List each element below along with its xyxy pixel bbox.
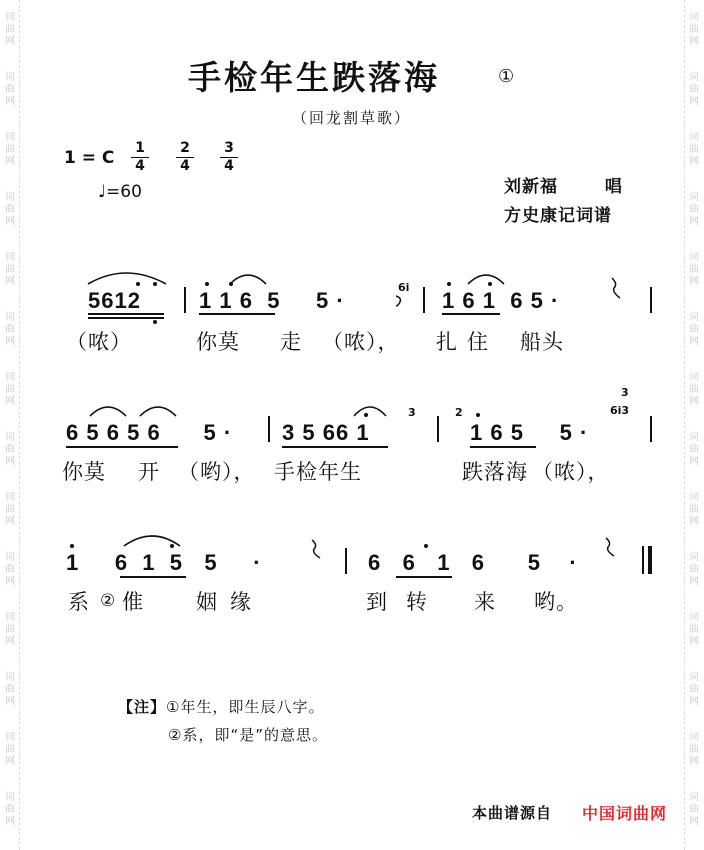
watermark-char: 网 xyxy=(5,456,15,467)
lyric-word: 开 xyxy=(138,460,160,484)
recorder-credit: 方史康记词谱 xyxy=(504,206,612,226)
watermark-char: 曲 xyxy=(689,324,699,335)
watermark-char: 网 xyxy=(5,636,15,647)
lyric-footnote-marker: ② xyxy=(100,591,116,611)
watermark-group xyxy=(2,372,18,420)
lyric-word: 倠 xyxy=(122,590,144,614)
beam-underline xyxy=(282,446,388,448)
watermark-group xyxy=(2,252,18,300)
watermark-char: 词 xyxy=(689,552,699,563)
watermark-char: 网 xyxy=(5,96,15,107)
watermark-char: 词 xyxy=(689,372,699,383)
watermark-char: 词 xyxy=(689,612,699,623)
watermark-char: 词 xyxy=(5,672,15,683)
watermark-char: 网 xyxy=(5,216,15,227)
singer-credit: 刘新福 唱 xyxy=(504,177,623,197)
notation-row-3: 1 6 1 5 5 · xyxy=(66,550,262,575)
watermark-char: 网 xyxy=(689,636,699,647)
final-barline-thin xyxy=(642,546,644,574)
watermark-char: 曲 xyxy=(5,264,15,275)
watermark-char: 词 xyxy=(5,72,15,83)
octave-dot xyxy=(476,413,480,417)
watermark-char: 网 xyxy=(689,756,699,767)
watermark-char: 词 xyxy=(5,792,15,803)
beam-underline xyxy=(199,313,275,315)
watermark-char: 曲 xyxy=(689,444,699,455)
left-watermark-strip xyxy=(2,0,18,850)
notation-row-2: 6 5 6 5 6 5 · xyxy=(66,420,233,445)
beam-underline xyxy=(120,576,186,578)
notation-row-1: 5612 xyxy=(88,288,141,313)
watermark-char: 网 xyxy=(5,36,15,47)
watermark-group xyxy=(686,552,702,600)
watermark-char: 网 xyxy=(689,576,699,587)
slur xyxy=(228,268,268,286)
octave-dot xyxy=(447,282,451,286)
watermark-char: 曲 xyxy=(689,144,699,155)
lyric-word: 缘 xyxy=(230,590,252,614)
watermark-char: 曲 xyxy=(5,324,15,335)
grace-note-row-1: 6i xyxy=(398,281,410,294)
glide-mark xyxy=(394,294,404,308)
watermark-char: 曲 xyxy=(5,204,15,215)
time-signature-3: $\frac{3}{4}$ xyxy=(220,140,238,175)
lyric-word: 跌落海 xyxy=(462,460,528,484)
subtitle: （回龙割草歌） xyxy=(292,109,412,127)
watermark-char: 词 xyxy=(5,732,15,743)
notation-row-1-bar3: 1 6 1 6 5 · xyxy=(442,288,560,313)
notation-row-2-bar2: 3 5 66 1 xyxy=(282,420,370,445)
watermark-group xyxy=(2,492,18,540)
beam-underline xyxy=(470,446,536,448)
watermark-group xyxy=(2,432,18,480)
title-footnote-marker: ① xyxy=(498,66,515,87)
lyric-word: 你莫 xyxy=(196,330,240,354)
lyric-word: （哝）， xyxy=(322,330,400,354)
title-text: 手检年生跌落海 xyxy=(188,58,440,97)
right-dashed-border xyxy=(684,0,685,850)
watermark-char: 曲 xyxy=(5,804,15,815)
watermark-char: 网 xyxy=(689,36,699,47)
watermark-char: 网 xyxy=(5,336,15,347)
slur xyxy=(352,400,388,418)
watermark-group xyxy=(686,672,702,720)
watermark-group xyxy=(686,432,702,480)
watermark-char: 词 xyxy=(689,312,699,323)
notation-row-2-bar3: 1 6 5 5 · xyxy=(470,420,589,445)
watermark-char: 曲 xyxy=(5,744,15,755)
lyrics-row-1: （哝） xyxy=(66,330,132,354)
watermark-char: 网 xyxy=(5,276,15,287)
source-site-link[interactable]: 中国词曲网 xyxy=(582,804,668,823)
slur xyxy=(88,400,128,418)
watermark-char: 词 xyxy=(5,12,15,23)
lyric-word: （哟）， xyxy=(178,460,256,484)
beam-underline xyxy=(88,317,164,319)
lyric-word: 走 xyxy=(280,330,302,354)
final-barline-thick xyxy=(648,546,652,574)
time-signature-1: $\frac{1}{4}$ xyxy=(131,140,149,175)
watermark-group xyxy=(2,612,18,660)
watermark-char: 曲 xyxy=(5,504,15,515)
watermark-char: 曲 xyxy=(689,204,699,215)
lyric-word: 来 xyxy=(474,590,496,614)
beam-underline xyxy=(442,313,500,315)
watermark-char: 词 xyxy=(689,72,699,83)
notation-row-1-bar2: 1 1 6 5 5 · xyxy=(199,288,345,313)
watermark-char: 词 xyxy=(689,732,699,743)
glide-mark xyxy=(604,536,616,558)
watermark-char: 网 xyxy=(689,276,699,287)
watermark-char: 词 xyxy=(689,672,699,683)
barline xyxy=(650,287,652,313)
barline xyxy=(184,287,186,313)
beam-underline xyxy=(396,576,452,578)
watermark-char: 网 xyxy=(5,516,15,527)
watermark-group xyxy=(686,132,702,180)
watermark-char: 网 xyxy=(5,816,15,827)
watermark-group xyxy=(2,732,18,780)
watermark-char: 曲 xyxy=(5,144,15,155)
watermark-char: 曲 xyxy=(689,684,699,695)
watermark-char: 曲 xyxy=(5,624,15,635)
grace-note: 3 xyxy=(621,386,629,399)
watermark-char: 曲 xyxy=(689,84,699,95)
lyric-word: 你莫 xyxy=(62,460,106,484)
notation-row-3-bar2: 6 6 1 6 5 · xyxy=(368,550,578,575)
time-signature-2: $\frac{2}{4}$ xyxy=(176,140,194,175)
lyric-word: 到 xyxy=(366,590,388,614)
watermark-char: 网 xyxy=(689,96,699,107)
slur xyxy=(86,266,168,286)
watermark-char: 曲 xyxy=(689,24,699,35)
footnote-line-2: ②系，即“是”的意思。 xyxy=(168,726,328,744)
glide-mark xyxy=(610,276,622,300)
watermark-char: 词 xyxy=(5,372,15,383)
watermark-group xyxy=(686,732,702,780)
slur xyxy=(466,268,506,286)
watermark-char: 网 xyxy=(5,156,15,167)
watermark-char: 词 xyxy=(5,312,15,323)
watermark-char: 词 xyxy=(5,552,15,563)
watermark-group xyxy=(686,12,702,60)
watermark-char: 词 xyxy=(689,792,699,803)
watermark-char: 曲 xyxy=(5,444,15,455)
watermark-group xyxy=(2,132,18,180)
watermark-char: 网 xyxy=(689,216,699,227)
watermark-group xyxy=(2,792,18,840)
watermark-char: 曲 xyxy=(689,504,699,515)
watermark-char: 词 xyxy=(689,12,699,23)
tempo-marking: ♩=60 xyxy=(98,182,142,202)
beam-underline xyxy=(88,313,164,315)
watermark-char: 曲 xyxy=(689,624,699,635)
watermark-char: 词 xyxy=(689,252,699,263)
watermark-char: 网 xyxy=(689,156,699,167)
grace-note: 2 xyxy=(455,406,463,419)
watermark-char: 词 xyxy=(5,192,15,203)
watermark-char: 曲 xyxy=(5,564,15,575)
watermark-group xyxy=(2,192,18,240)
lyric-word: 姻 xyxy=(196,590,218,614)
octave-dot xyxy=(70,544,74,548)
source-label: 本曲谱源自 xyxy=(472,804,553,822)
watermark-char: 词 xyxy=(5,432,15,443)
barline xyxy=(268,416,270,442)
watermark-char: 曲 xyxy=(5,684,15,695)
watermark-group xyxy=(686,252,702,300)
lyric-word: 船头 xyxy=(520,330,564,354)
grace-note: 6i3 xyxy=(610,404,630,417)
watermark-char: 网 xyxy=(689,396,699,407)
watermark-group xyxy=(686,192,702,240)
watermark-char: 词 xyxy=(5,612,15,623)
slur xyxy=(122,530,182,548)
barline xyxy=(437,416,439,442)
barline xyxy=(345,548,347,574)
watermark-char: 词 xyxy=(5,492,15,503)
watermark-char: 曲 xyxy=(689,264,699,275)
watermark-group xyxy=(686,372,702,420)
watermark-char: 曲 xyxy=(689,744,699,755)
page-title xyxy=(188,52,440,99)
watermark-group xyxy=(686,492,702,540)
octave-dot xyxy=(153,320,157,324)
barline xyxy=(650,416,652,442)
lyric-word: 转 xyxy=(406,590,428,614)
watermark-char: 词 xyxy=(5,132,15,143)
watermark-char: 网 xyxy=(689,516,699,527)
watermark-char: 网 xyxy=(5,696,15,707)
watermark-group xyxy=(2,72,18,120)
watermark-char: 网 xyxy=(689,336,699,347)
watermark-group xyxy=(686,312,702,360)
watermark-char: 网 xyxy=(689,456,699,467)
watermark-char: 词 xyxy=(689,492,699,503)
watermark-char: 网 xyxy=(5,396,15,407)
watermark-char: 词 xyxy=(689,432,699,443)
watermark-group xyxy=(2,552,18,600)
watermark-char: 曲 xyxy=(689,384,699,395)
lyric-word: 手检年生 xyxy=(274,460,362,484)
watermark-char: 词 xyxy=(689,132,699,143)
beam-underline xyxy=(66,446,178,448)
watermark-char: 词 xyxy=(689,192,699,203)
watermark-group xyxy=(686,792,702,840)
lyric-word: 扎住 xyxy=(436,330,498,354)
octave-dot xyxy=(205,282,209,286)
watermark-char: 曲 xyxy=(5,84,15,95)
watermark-char: 曲 xyxy=(689,804,699,815)
watermark-char: 网 xyxy=(5,576,15,587)
grace-note: 3 xyxy=(408,406,416,419)
watermark-char: 网 xyxy=(689,696,699,707)
lyric-word: 哟。 xyxy=(534,590,578,614)
watermark-group xyxy=(686,612,702,660)
watermark-char: 网 xyxy=(5,756,15,767)
slur xyxy=(138,400,178,418)
left-dashed-border xyxy=(19,0,20,850)
octave-dot xyxy=(424,544,428,548)
watermark-group xyxy=(2,672,18,720)
watermark-char: 网 xyxy=(689,816,699,827)
watermark-char: 曲 xyxy=(689,564,699,575)
watermark-group xyxy=(2,12,18,60)
watermark-group xyxy=(686,72,702,120)
barline xyxy=(423,287,425,313)
lyric-word: 系 xyxy=(68,590,90,614)
watermark-group xyxy=(2,312,18,360)
watermark-char: 曲 xyxy=(5,24,15,35)
footnote-line-1: 【注】①年生，即生辰八字。 xyxy=(118,698,325,716)
watermark-char: 曲 xyxy=(5,384,15,395)
key-signature: 1 = C xyxy=(64,148,115,168)
watermark-char: 词 xyxy=(5,252,15,263)
glide-mark xyxy=(310,538,322,560)
lyric-word: （哝）， xyxy=(532,460,610,484)
right-watermark-strip xyxy=(686,0,702,850)
